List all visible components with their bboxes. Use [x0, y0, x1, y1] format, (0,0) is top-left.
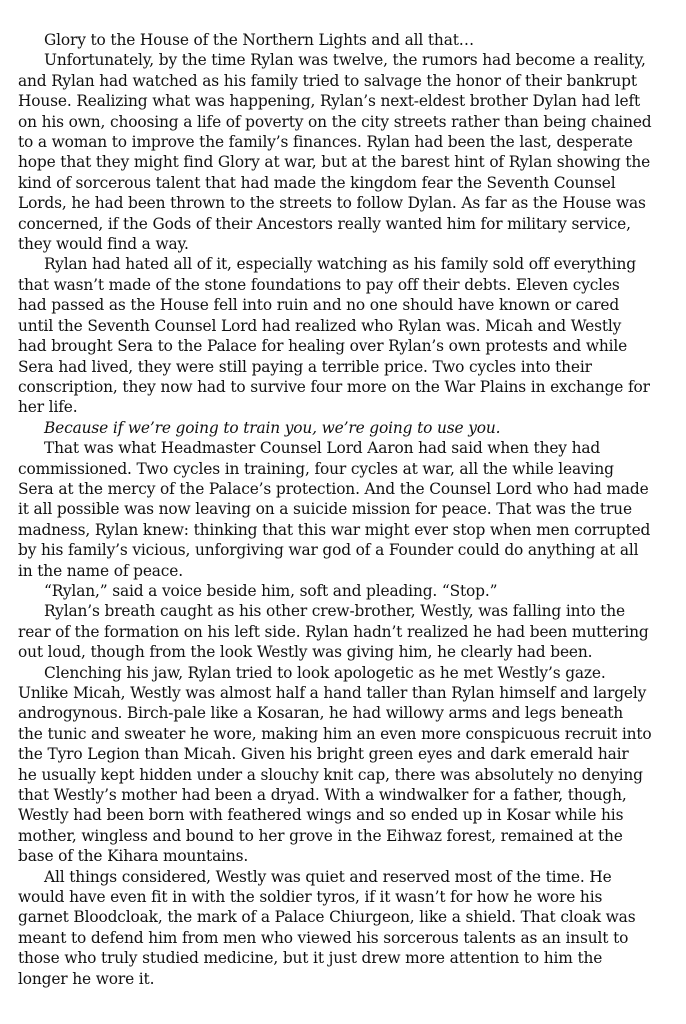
- book-page: [18, 30, 652, 989]
- paragraph-4-italic: Because if we’re going to train you, we’re going to use you.: [44, 418, 501, 437]
- paragraph-8: Clenching his jaw, Rylan tried to look apologetic as he met Westly’s gaze. Unlike Micah, Westly was almost half a hand taller than Rylan himself and largely androgynous. Birch-pale like a Kosaran, he had willowy arms and legs beneath the tunic and sweater he wore, making him an even more conspicuous recruit into the Tyro Legion than Micah. Given his bright green eyes and dark emerald hair he usually kept hidden under a slouchy knit cap, there was absolutely no denying that Westly’s mother had been a dryad. With a windwalker for a father, though, Westly had been born with feathered wings and so ended up in Kosar while his mother, wingless and bound to her grove in the Eihwaz forest, remained at the base of the Kihara mountains.: [18, 663, 652, 866]
- paragraph-9: All things considered, Westly was quiet and reserved most of the time. He would have even fit in with the soldier tyros, if it wasn’t for how he wore his garnet Bloodcloak, the mark of a Palace Chiurgeon, like a shield. That cloak was meant to defend him from men who viewed his sorcerous talents as an insult to those who truly studied medicine, but it just drew more attention to him the longer he wore it.: [18, 867, 636, 988]
- paragraph-3: Rylan had hated all of it, especially watching as his family sold off everything that wasn’t made of the stone foundations to pay off their debts. Eleven cycles had passed as the House fell into ruin and no one should have known or cared until the Seventh Counsel Lord had realized who Rylan was. Micah and Westly had brought Sera to the Palace for healing over Rylan’s own protests and while Sera had lived, they were still paying a terrible price. Two cycles into their conscription, they now had to survive four more on the War Plains in exchange for her life.: [18, 255, 650, 417]
- paragraph-2: Unfortunately, by the time Rylan was twelve, the rumors had become a reality, and Rylan had watched as his family tried to salvage the honor of their bankrupt House. Realizing what was happening, Rylan’s next-eldest brother Dylan had left on his own, choosing a life of poverty on the city streets rather than being chained to a woman to improve the family’s finances. Rylan had been the last, desperate hope that they might find Glory at war, but at the barest hint of Rylan showing the kind of sorcerous talent that had made the kingdom fear the Seventh Counsel Lords, he had been thrown to the streets to follow Dylan. As far as the House was concerned, if the Gods of their Ancestors really wanted him for military service, they would find a way.: [18, 51, 652, 254]
- paragraph-6-dialogue: “Rylan,” said a voice beside him, soft and pleading. “Stop.”: [44, 581, 498, 600]
- paragraph-1: Glory to the House of the Northern Lights and all that…: [44, 31, 475, 49]
- paragraph-7: Rylan’s breath caught as his other crew-brother, Westly, was falling into the rear of the formation on his left side. Rylan hadn’t realized he had been muttering out loud, though from the look Westly was giving him, he clearly had been.: [18, 602, 649, 662]
- paragraph-5: That was what Headmaster Counsel Lord Aaron had said when they had commissioned. Two cycles in training, four cycles at war, all the while leaving Sera at the mercy of the Palace’s protection. And the Counsel Lord who had made it all possible was now leaving on a suicide mission for peace. That was the true madness, Rylan knew: thinking that this war might ever stop when men corrupted by his family’s vicious, unforgiving war god of a Founder could do anything at all in the name of peace.: [18, 439, 651, 580]
